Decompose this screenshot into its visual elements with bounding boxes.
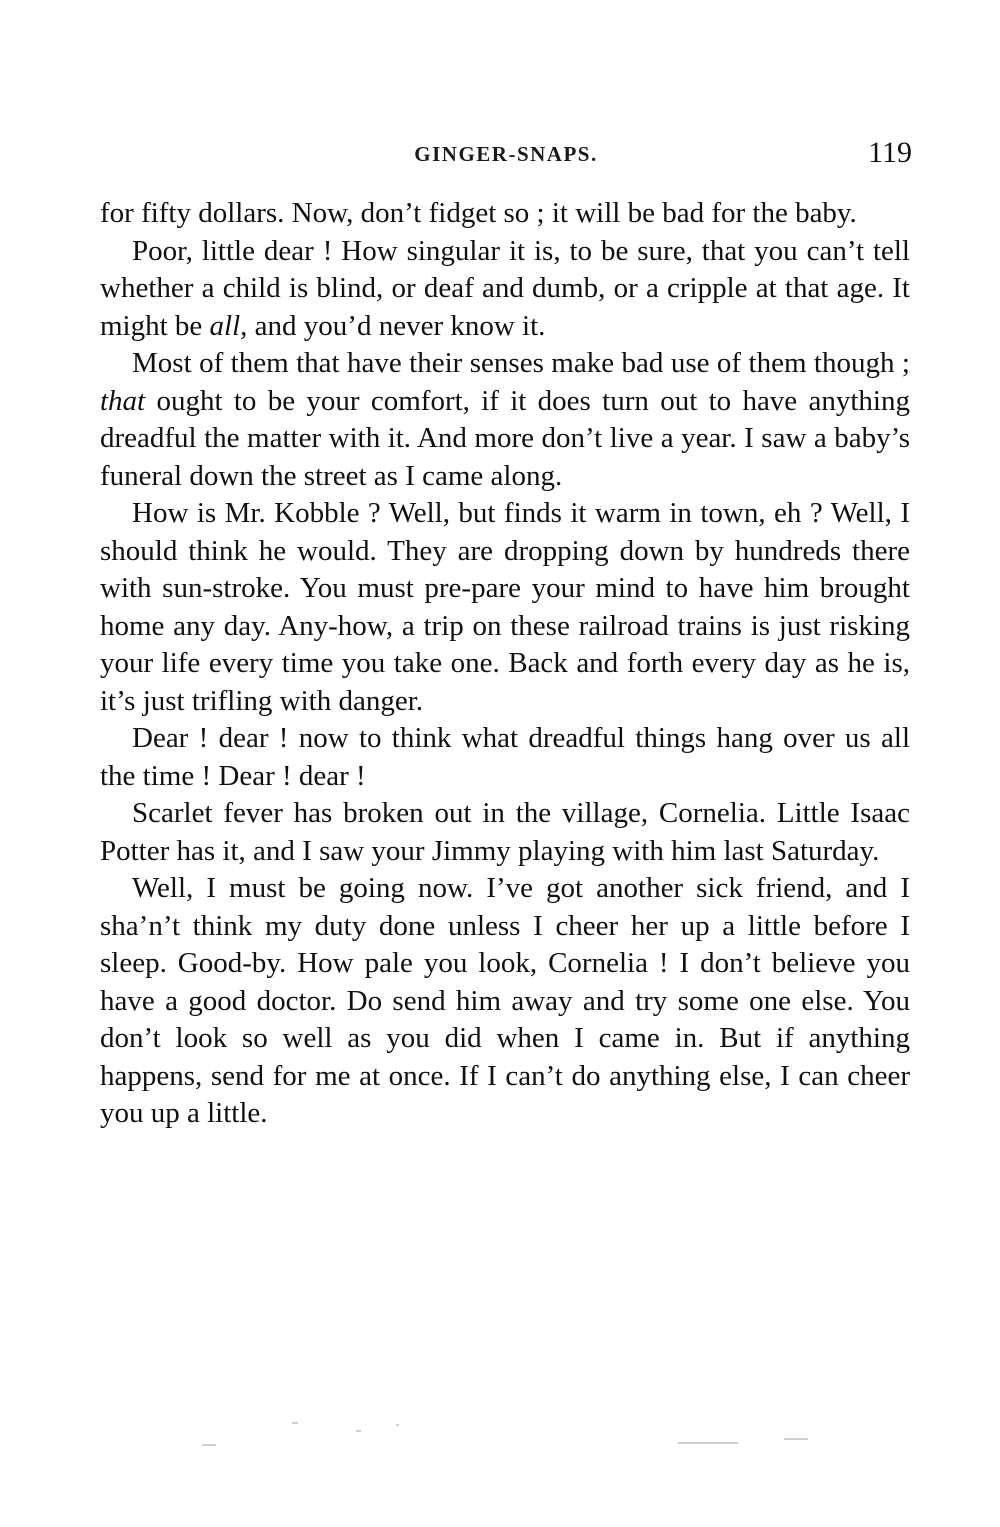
paragraph <box>100 233 910 346</box>
body-text <box>100 195 910 1133</box>
scan-artifacts <box>200 1420 820 1460</box>
paragraph <box>100 345 910 495</box>
text-segment: Well, I must be going now. I’ve got another sick friend, and I sha’n’t think my duty done unless I cheer her up a little before I sleep. Good-by. How pale you look, Cornelia ! I don’t believe you have a good doctor. Do send him away and try some one else. You don’t look so well as you did when I came in. But if anything happens, send for me at once. If I can’t do anything else, I can cheer you up a little. <box>100 872 910 1129</box>
italic-text-segment: all <box>209 309 241 342</box>
scan-mark <box>292 1422 298 1424</box>
italic-text-segment: that <box>100 384 146 417</box>
paragraph <box>100 495 910 720</box>
text-segment: ought to be your comfort, if it does turn out to have anything dreadful the matter with it. And more don’t live a year. I saw a baby’s funeral down the street as I came along. <box>100 384 910 492</box>
text-segment: How is Mr. Kobble ? Well, but finds it warm in town, eh ? Well, I should think he would. They are dropping down by hundreds there with sun-stroke. You must pre-pare your mind to have him brought home any day. Any-how, a trip on these railroad trains is just risking your life every time you take one. Back and forth every day as he is, it’s just trifling with danger. <box>100 497 910 717</box>
text-segment: Scarlet fever has broken out in the village, Cornelia. Little Isaac Potter has it, and I saw your Jimmy playing with him last Saturday. <box>100 797 910 867</box>
running-head <box>100 138 912 170</box>
text-segment: Most of them that have their senses make bad use of them though ; <box>132 347 910 379</box>
scan-mark <box>678 1442 738 1444</box>
text-segment: Dear ! dear ! now to think what dreadful things hang over us all the time ! Dear ! dear ! <box>100 722 910 792</box>
page-number: 119 <box>868 136 912 169</box>
scan-mark <box>202 1444 216 1446</box>
text-segment: for fifty dollars. Now, don’t fidget so ; it will be bad for the baby. <box>100 197 857 229</box>
scan-mark <box>784 1438 808 1440</box>
scan-mark <box>356 1430 361 1432</box>
text-segment: , and you’d never know it. <box>240 309 546 342</box>
running-title: GINGER-SNAPS. <box>414 142 598 166</box>
paragraph <box>100 795 910 870</box>
scan-mark <box>396 1424 399 1426</box>
paragraph <box>100 870 910 1133</box>
paragraph <box>100 720 910 795</box>
paragraph <box>100 195 910 233</box>
text-segment: Poor, little dear ! How singular it is, to be sure, that you can’t tell whether a child is blind, or deaf and dumb, or a cripple at that age. It might be <box>100 234 910 342</box>
